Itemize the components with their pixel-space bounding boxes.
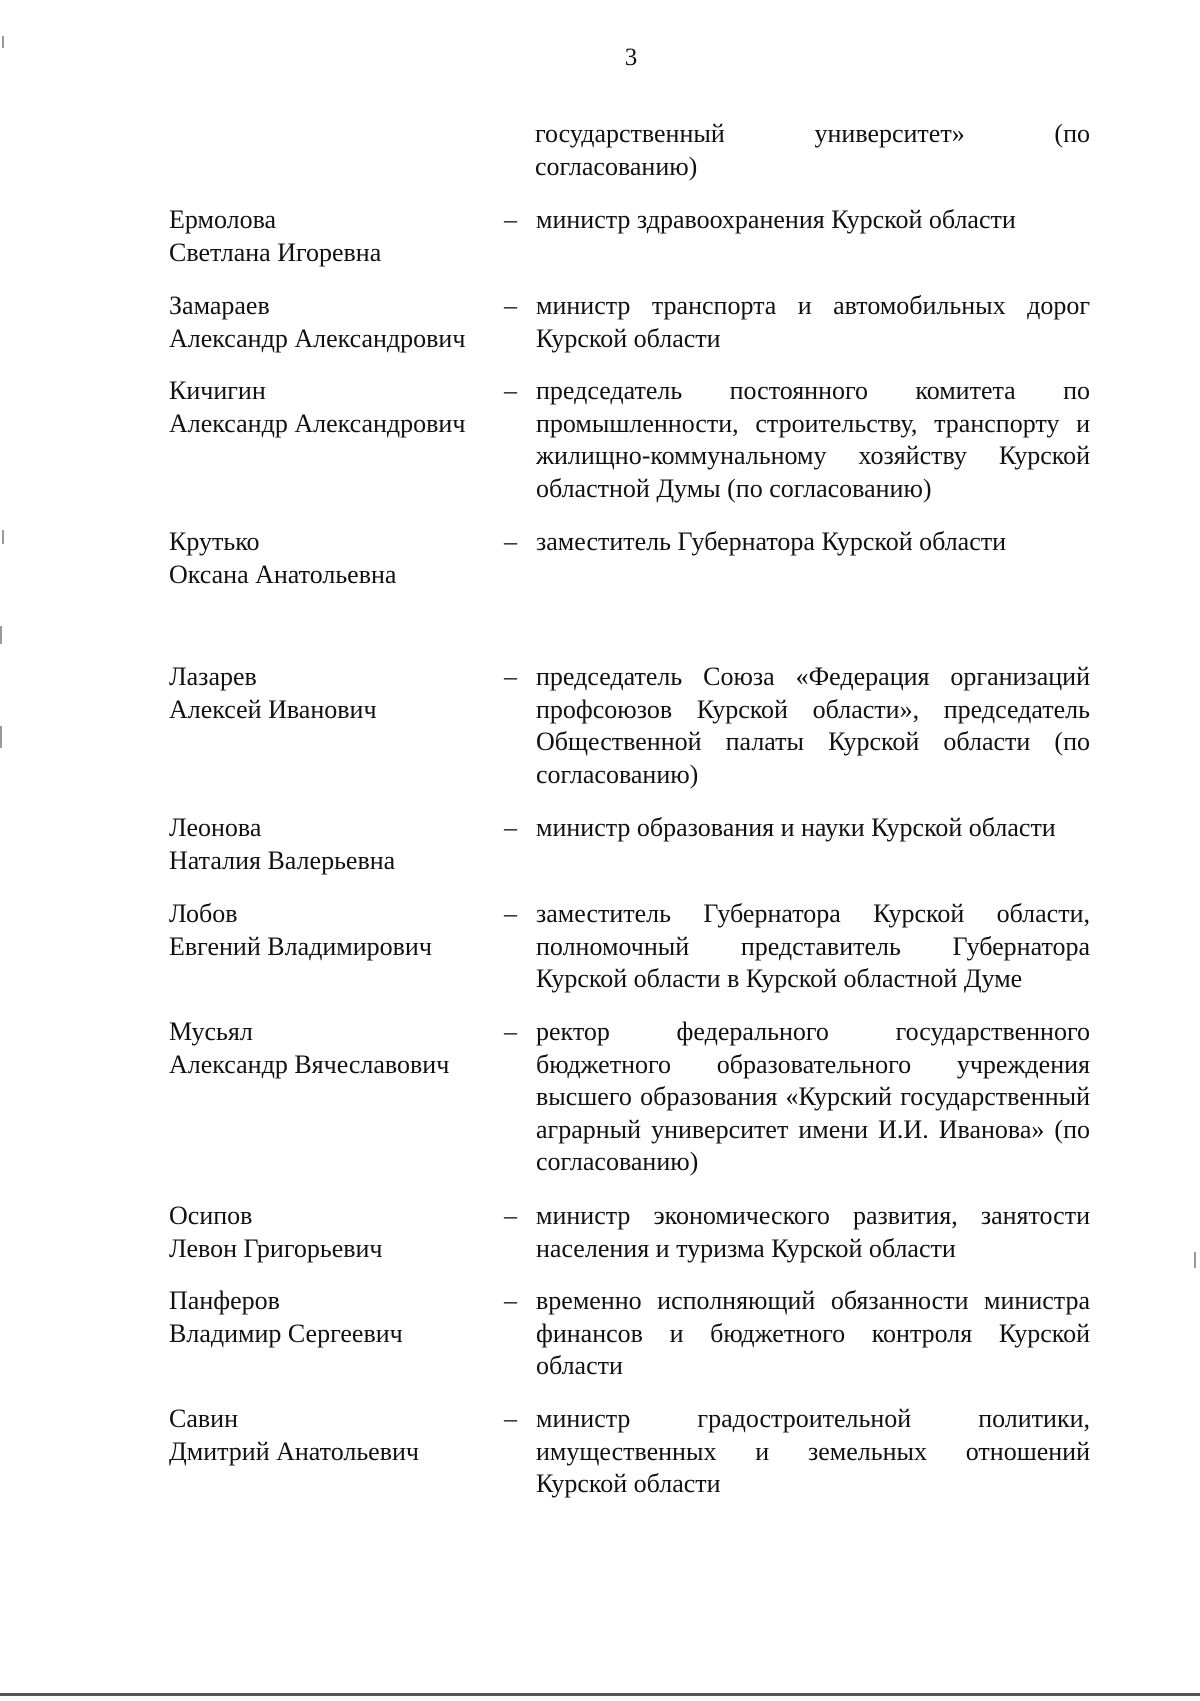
member-name <box>169 526 509 591</box>
member-role: министр здравоохранения Курской области <box>536 205 1016 234</box>
member-entry <box>0 526 1200 589</box>
member-entry <box>0 1200 1200 1263</box>
member-given-name: Дмитрий Анатольевич <box>169 1436 419 1466</box>
member-name <box>169 1403 509 1468</box>
page-number: 3 <box>624 44 638 71</box>
member-name <box>169 1200 509 1265</box>
member-role: ректор федерального государственного бюджетного образовательного учреждения высшего образования «Курский государственный аграрный университет имени И.И. Иванова» (по согласованию) <box>536 1017 1090 1176</box>
member-name <box>169 375 509 440</box>
member-role: заместитель Губернатора Курской области, полномочный представитель Губернатора Курской области в Курской областной Думе <box>536 899 1090 993</box>
member-entry <box>0 812 1200 875</box>
member-entry <box>0 375 1200 503</box>
member-given-name: Евгений Владимирович <box>169 931 432 961</box>
member-entry <box>0 1016 1200 1176</box>
member-surname: Лобов <box>169 899 238 928</box>
member-dash: – <box>504 662 517 691</box>
member-given-name: Светлана Игоревна <box>169 237 382 267</box>
member-dash: – <box>504 376 517 405</box>
member-entry <box>0 204 1200 267</box>
member-entry <box>0 1285 1200 1380</box>
member-role: председатель Союза «Федерация организаций профсоюзов Курской области», председатель Общественной палаты Курской области (по согласованию) <box>536 662 1090 789</box>
bottom-edge-line <box>0 1693 1200 1696</box>
scan-artifact <box>2 36 4 48</box>
member-name <box>169 1285 509 1350</box>
member-given-name: Оксана Анатольевна <box>169 559 397 589</box>
member-surname: Ермолова <box>169 205 277 234</box>
continuation-text: государственный университет» (по согласованию) <box>535 119 1090 181</box>
member-role: министр образования и науки Курской области <box>536 813 1056 842</box>
member-surname: Крутько <box>169 527 260 556</box>
member-dash: – <box>504 1286 517 1315</box>
member-given-name: Александр Вячеславович <box>169 1049 450 1079</box>
member-given-name: Наталия Валерьевна <box>169 845 396 875</box>
member-dash: – <box>504 813 517 842</box>
member-role: заместитель Губернатора Курской области <box>536 527 1007 556</box>
member-given-name: Левон Григорьевич <box>169 1233 383 1263</box>
member-name <box>169 1016 509 1081</box>
member-role: министр экономического развития, занятости населения и туризма Курской области <box>536 1201 1090 1263</box>
member-dash: – <box>504 291 517 320</box>
member-surname: Кичигин <box>169 376 266 405</box>
member-entry <box>0 661 1200 789</box>
scan-artifact <box>0 726 2 748</box>
member-surname: Панферов <box>169 1286 280 1315</box>
member-role: министр градостроительной политики, имущественных и земельных отношений Курской области <box>536 1404 1090 1498</box>
member-name <box>169 204 509 269</box>
member-given-name: Александр Александрович <box>169 408 466 438</box>
member-name <box>169 661 509 726</box>
member-name <box>169 290 509 355</box>
member-dash: – <box>504 205 517 234</box>
member-dash: – <box>504 1404 517 1433</box>
member-role: временно исполняющий обязанности министра финансов и бюджетного контроля Курской области <box>536 1286 1090 1380</box>
member-entry <box>0 1403 1200 1498</box>
member-surname: Леонова <box>169 813 262 842</box>
scan-artifact <box>0 626 2 644</box>
member-surname: Осипов <box>169 1201 253 1230</box>
member-surname: Лазарев <box>169 662 257 691</box>
member-role: председатель постоянного комитета по промышленности, строительству, транспорту и жилищно-коммунальному хозяйству Курской областной Думы (по согласованию) <box>536 376 1090 503</box>
member-dash: – <box>504 1017 517 1046</box>
member-given-name: Алексей Иванович <box>169 694 377 724</box>
member-name <box>169 812 509 877</box>
member-entry <box>0 898 1200 993</box>
member-entry <box>0 290 1200 353</box>
member-dash: – <box>504 899 517 928</box>
member-surname: Замараев <box>169 291 270 320</box>
member-dash: – <box>504 1201 517 1230</box>
member-given-name: Александр Александрович <box>169 323 466 353</box>
member-surname: Савин <box>169 1404 238 1433</box>
member-given-name: Владимир Сергеевич <box>169 1318 403 1348</box>
member-surname: Мусьял <box>169 1017 253 1046</box>
member-role: министр транспорта и автомобильных дорог Курской области <box>536 291 1090 353</box>
member-dash: – <box>504 527 517 556</box>
scan-artifact <box>2 530 4 544</box>
scan-artifact <box>1194 1252 1196 1268</box>
member-name <box>169 898 509 963</box>
